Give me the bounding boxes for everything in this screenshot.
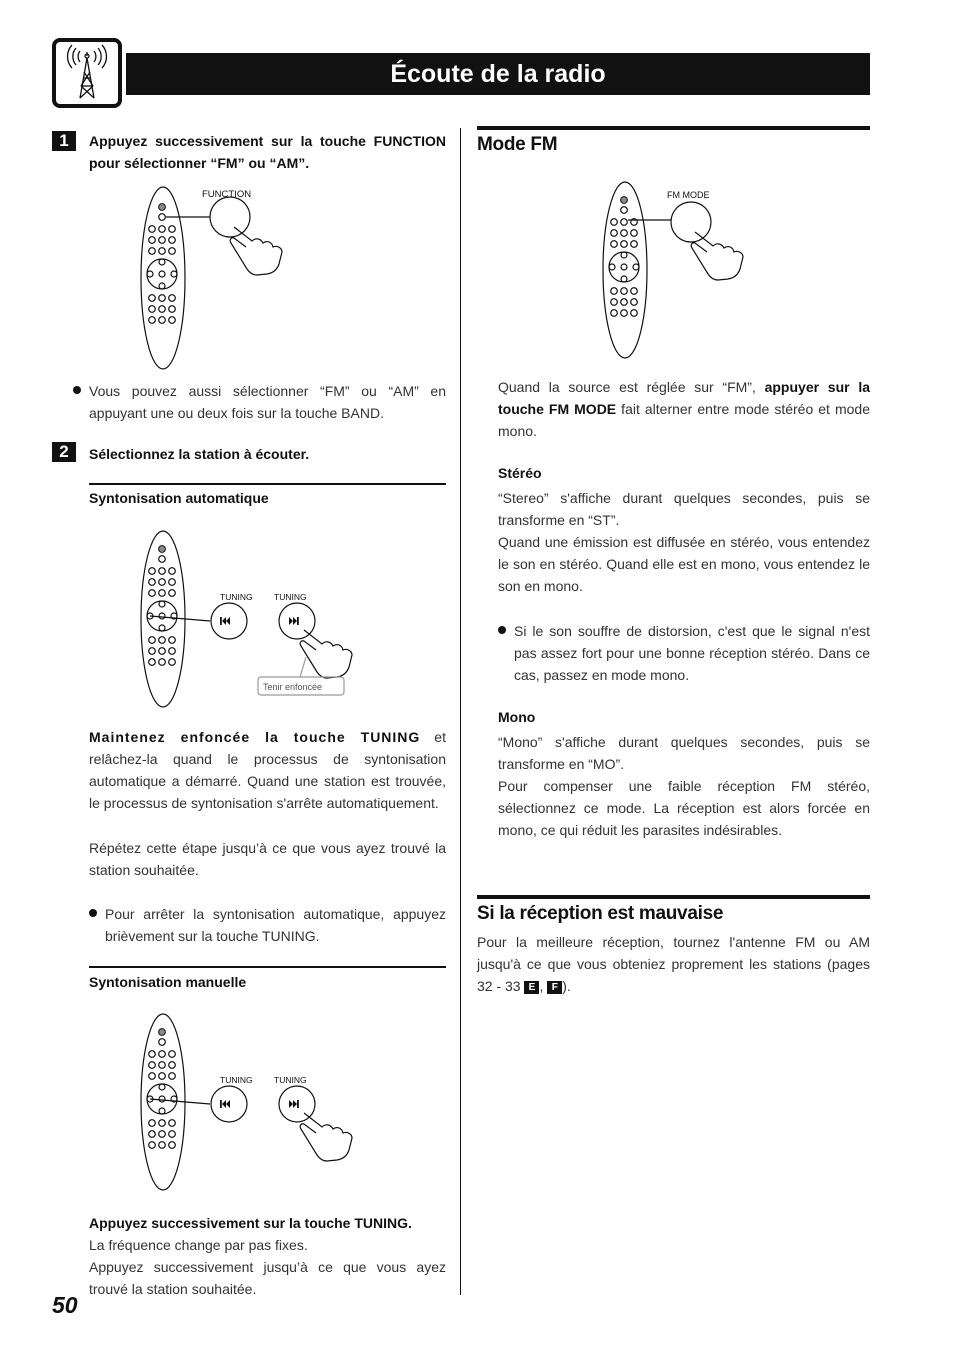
key-e-badge: E (524, 981, 539, 994)
section-rule (477, 895, 870, 899)
bad-reception-text-main: Pour la meilleure réception, tournez l'antenne FM ou AM jusqu'à ce que vous obteniez proprement les stations (pages 32 - 33 (477, 934, 870, 994)
tuning-next-label: TUNING (274, 592, 307, 602)
mode-fm-intro-1: Quand la source est réglée sur “FM”, (498, 379, 765, 395)
step-1-number: 1 (52, 131, 76, 151)
auto-tuning-text-bold: Maintenez enfoncée la touche TUNING (89, 729, 421, 745)
mono-text-2: Pour compenser une faible réception FM stéréo, sélectionnez ce mode. La réception est alors forcée en mono, ce qui réduit les parasites indésirables. (498, 778, 870, 838)
bad-reception-text (477, 931, 870, 997)
remote-fm-mode-figure (597, 178, 757, 363)
tuning-prev-label: TUNING (220, 592, 253, 602)
mode-fm-intro (498, 376, 870, 442)
remote-manual-tuning-figure (130, 1010, 360, 1195)
section-rule (89, 966, 446, 968)
manual-tuning-heading: Syntonisation manuelle (89, 974, 247, 990)
hold-label: Tenir enfoncée (263, 682, 323, 692)
mono-text-1: “Mono” s'affiche durant quelques secondes, puis se transforme en “MO”. (498, 734, 870, 772)
tuning-prev-label: TUNING (220, 1075, 253, 1085)
function-label: FUNCTION (202, 189, 252, 200)
bad-reception-heading: Si la réception est mauvaise (477, 903, 724, 924)
section-rule (477, 126, 870, 130)
bullet-dot (498, 626, 506, 634)
stereo-text-1: “Stereo” s'affiche durant quelques secondes, puis se transforme en “ST”. (498, 490, 870, 528)
column-divider (460, 128, 461, 1295)
antenna-icon (56, 42, 118, 104)
remote-function-figure (130, 182, 310, 374)
auto-tuning-text-2: Répétez cette étape jusqu’à ce que vous ayez trouvé la station souhaitée. (89, 840, 446, 878)
section-rule (89, 483, 446, 485)
bad-reception-sep: , (539, 978, 548, 994)
manual-tuning-text-1: La fréquence change par pas fixes. (89, 1237, 308, 1253)
stereo-text-2: Quand une émission est diffusée en stéréo, vous entendez le son en stéréo. Quand elle est en mono, vous entendez le son en mono. (498, 534, 870, 594)
step-2-number: 2 (52, 442, 76, 462)
step-1-instruction: Appuyez successivement sur la touche FUNCTION pour sélectionner “FM” ou “AM”. (89, 133, 446, 171)
tuning-next-label: TUNING (274, 1075, 307, 1085)
manual-tuning-text-2: Appuyez successivement jusqu’à ce que vous ayez trouvé la station souhaitée. (89, 1259, 446, 1297)
bad-reception-end: ). (562, 978, 571, 994)
auto-tuning-bullet: Pour arrêter la syntonisation automatique, appuyez brièvement sur la touche TUNING. (105, 906, 446, 944)
auto-tuning-heading: Syntonisation automatique (89, 490, 269, 506)
mode-fm-intro-2: fait alterner entre mode stéréo et mode mono. (498, 401, 870, 439)
manual-tuning-bold: Appuyez successivement sur la touche TUNING. (89, 1215, 412, 1231)
auto-tuning-text-rest: et relâchez-la quand le processus de syntonisation automatique a démarré. Quand une station est trouvée, le processus de syntonisation s'arrête automatiquement. (89, 729, 446, 811)
stereo-heading: Stéréo (498, 465, 542, 481)
fm-mode-label: FM MODE (667, 190, 710, 200)
antenna-icon-box (52, 38, 122, 108)
bullet-dot (89, 909, 97, 917)
mode-fm-intro-bold: appuyer sur la touche FM MODE (498, 379, 870, 417)
key-f-badge: F (547, 981, 562, 994)
stereo-bullet: Si le son souffre de distorsion, c'est que le signal n'est pas assez fort pour une bonne réception stéréo. Dans ce cas, passez en mode mono. (514, 623, 870, 683)
step-2-instruction: Sélectionnez la station à écouter. (89, 446, 310, 462)
mode-fm-heading: Mode FM (477, 134, 558, 155)
page-number: 50 (52, 1292, 78, 1318)
remote-auto-tuning-figure (130, 527, 360, 712)
bullet-dot (73, 386, 81, 394)
mono-heading: Mono (498, 709, 536, 725)
step-1-bullet: Vous pouvez aussi sélectionner “FM” ou “AM” en appuyant une ou deux fois sur la touche BAND. (89, 383, 446, 421)
auto-tuning-text (89, 726, 446, 814)
page-title: Écoute de la radio (390, 60, 606, 88)
